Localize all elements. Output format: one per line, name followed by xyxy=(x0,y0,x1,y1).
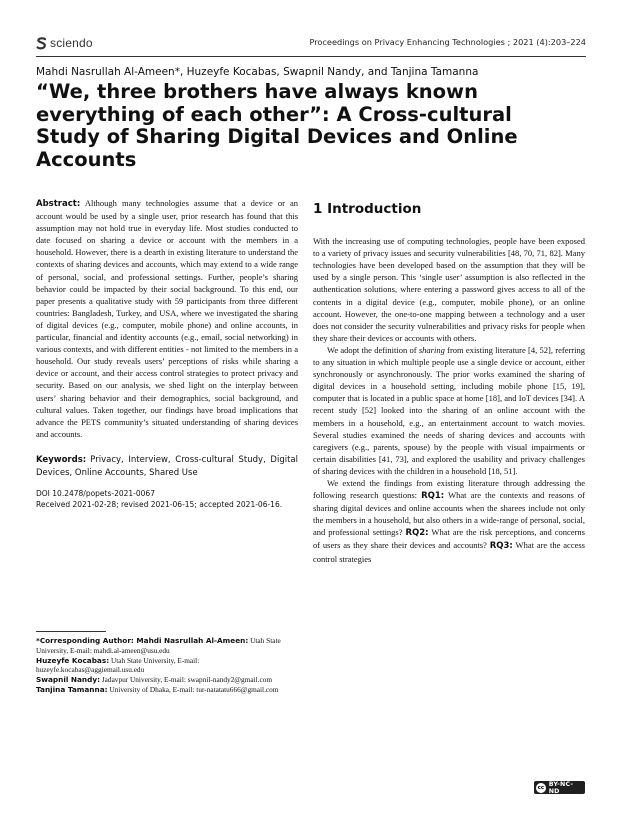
page-header xyxy=(36,36,586,52)
emphasis: sharing xyxy=(418,344,445,355)
license-text: BY-NC-ND xyxy=(548,780,574,795)
author-list: Mahdi Nasrullah Al-Ameen*, Huzeyfe Kocabas, Swapnil Nandy, and Tanjina Tamanna xyxy=(36,66,479,78)
keywords-text: Privacy, Interview, Cross-cultural Study, Digital Devices, Online Accounts, Shared Use xyxy=(36,454,298,478)
rq1-text: What are the contexts and reasons of sharing digital devices and online accounts when the sharees include not only the members in a household, but also others in a wide-range of personal, social, and professional settings? xyxy=(313,490,586,538)
doi: DOI 10.2478/popets-2021-0067 xyxy=(36,489,155,499)
footnote-item xyxy=(36,685,298,695)
keywords xyxy=(36,453,298,479)
header-rule xyxy=(36,56,586,57)
footnote-item xyxy=(36,636,298,656)
text-span: from existing literature [4, 52], referring to any situation in which multiple people use a single device or account, either synchronously or asynchronously. The prior works examined the sharing of digital devices in a household setting, including mobile phone [15, 19], computer that is located in a public space at home [18], and IoT devices [34]. A recent study [52] looked into the sharing of an online account with the members in a household, e.g., an entertainment account to watch movies. Several studies examined the needs of sharing devices and accounts with caregivers (e.g., parents, spouse) by the people with visual impairments or certain disabilities [41, 73], and explored the usability and privacy challenges of sharing devices with the children in a household [18, 51]. xyxy=(313,344,585,476)
section-heading: 1 Introduction xyxy=(313,201,422,217)
logo-text: sciendo xyxy=(50,36,93,50)
footnote-name: *Corresponding Author: Mahdi Nasrullah Al-Ameen: xyxy=(36,636,249,645)
intro-paragraph-2 xyxy=(313,344,585,477)
footnote-name: Huzeyfe Kocabas: xyxy=(36,655,110,665)
footnote-item xyxy=(36,675,298,685)
rq3-text: What are the access control strategies xyxy=(313,540,585,564)
footnote-name: Swapnil Nandy: xyxy=(36,675,101,685)
abstract-text: Although many technologies assume that a device or an account would be used by a single user, prior research has found that this assumption may not hold true in everyday life. Most studies conducted to date focused on sharing a device or account with the members in a household. However, there is a dearth in existing literature to understand the contexts of sharing devices and accounts, which may extend to a wide range of personal, social, and professional settings. Further, people’s sharing behavior could be impacted by their social background. To this end, our paper presents a qualitative study with 59 participants from three different countries: Bangladesh, Turkey, and USA, where we investigated the sharing of digital devices (e.g., computer, mobile phone) and online accounts, in particular, financial and identity accounts (e.g., email, social networking) in various contexts, and with different entities - not limited to the members in a household. Our study reveals users’ perceptions of risks while sharing a device or account, and their access control strategies to protect privacy and security. Based on our analysis, we shed light on the interplay between users’ sharing behavior and their demographics, social background, and cultural values. Taken together, our findings have broad implications that advance the PETS community’s situated understanding of sharing devices and accounts. xyxy=(36,198,299,439)
rq2-text: What are the risk perceptions, and concerns of users as they share their devices and accounts? xyxy=(313,527,585,551)
rq2-label: RQ2: xyxy=(405,528,429,539)
journal-citation: Proceedings on Privacy Enhancing Technologies ; 2021 (4):203–224 xyxy=(309,37,586,47)
footnote-text: University of Dhaka, E-mail: tur-natatatu666@gmail.com xyxy=(109,684,279,694)
publisher-logo xyxy=(36,36,93,50)
text-span: We extend the findings from existing literature through addressing the following research questions: xyxy=(313,477,585,501)
footnote-item xyxy=(36,656,298,676)
intro-paragraph-1: With the increasing use of computing technologies, people have been exposed to a variety of privacy issues and security vulnerabilities [48, 70, 71, 82]. Many technologies have been developed based on the assumption that they will be used by a single person. This ‘single user’ assumption is also reflected in the authentication solutions, where entering a password gives access to all of the contents in a digital device (e.g., computer, mobile phone), or an online account. However, the one-to-one mapping between a technology and a user does not consider the security vulnerabilities and privacy risks for people when they share their devices or accounts with others. xyxy=(313,236,585,343)
abstract-label: Abstract: xyxy=(36,199,81,209)
abstract xyxy=(36,197,298,440)
keywords-label: Keywords: xyxy=(36,454,87,465)
received-dates: Received 2021-02-28; revised 2021-06-15; accepted 2021-06-16. xyxy=(36,500,283,510)
footnote-text: Jadavpur University, E-mail: swapnil-nandy2@gmail.com xyxy=(101,675,273,685)
footnote-name: Tanjina Tamanna: xyxy=(36,684,108,694)
intro-paragraph-3 xyxy=(313,477,585,565)
text-span: We adopt the definition of xyxy=(327,344,419,355)
sciendo-logo-icon xyxy=(36,37,47,50)
rq1-label: RQ1: xyxy=(421,491,445,502)
left-column xyxy=(36,197,298,510)
footnote-text: Utah State University, E-mail: huzeyfe.kocabas@aggiemail.usu.edu xyxy=(36,655,200,675)
author-footnotes xyxy=(36,636,298,695)
cc-icon: cc xyxy=(537,784,545,791)
paper-title: “We, three brothers have always known everything of each other”: A Cross-cultural Study of Sharing Digital Devices and Online Accounts xyxy=(36,80,518,171)
cc-license-badge[interactable] xyxy=(534,781,585,794)
footnote-text: Utah State University, E-mail: mahdi.al-ameen@usu.edu xyxy=(36,636,281,655)
footnote-rule xyxy=(36,631,106,632)
rq3-label: RQ3: xyxy=(489,541,513,552)
right-column xyxy=(313,197,585,565)
